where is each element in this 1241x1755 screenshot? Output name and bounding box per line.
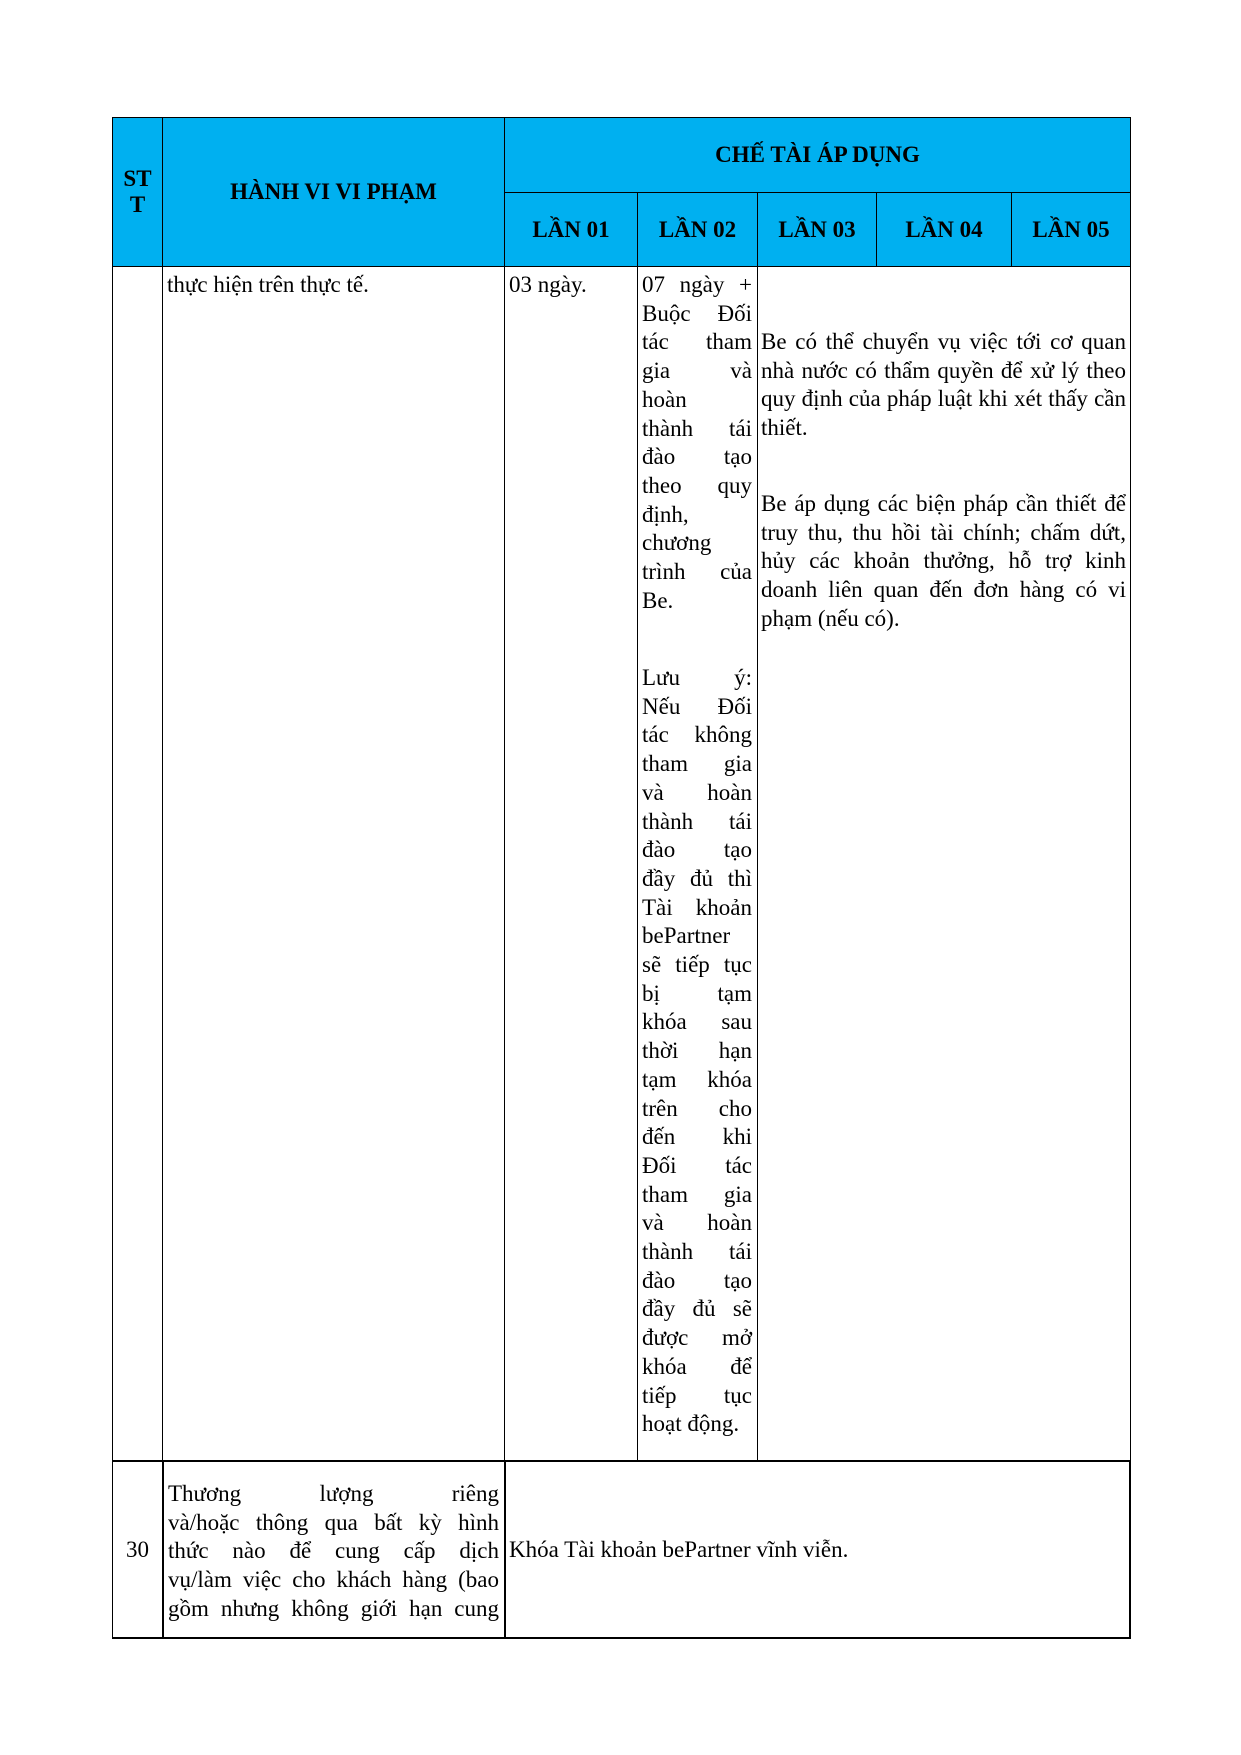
lan02-note-line: thành tái: [642, 808, 752, 834]
header-stt: ST T: [123, 166, 152, 217]
lan02-main-line: chương: [642, 530, 712, 556]
lan02-note-line: khóa sau: [642, 1009, 752, 1035]
lan02-main-line: tác tham: [642, 329, 752, 355]
header-lan02-cell: [638, 193, 757, 266]
row30-violation-line: Thương lượng riêng: [168, 1481, 499, 1506]
lan02-note-line: đầy đủ thì: [642, 865, 752, 891]
table-border-top: [112, 117, 1131, 118]
table-border-row30-inner-left: [162, 1460, 164, 1639]
lan02-note-line: trên cho: [642, 1095, 752, 1121]
table-border-left: [112, 117, 113, 1639]
lan02-note-line: tham gia: [642, 751, 752, 777]
lan02-note-line: đến khi: [642, 1124, 752, 1150]
lan02-note-line: hoạt động.: [642, 1411, 740, 1437]
header-lan01-cell: [505, 193, 637, 266]
lan02-main-line: thành tái: [642, 415, 752, 441]
row30-violation-text: [168, 1480, 499, 1624]
lan02-note-line: thành tái: [642, 1239, 752, 1265]
lan02-note-line: đầy đủ sẽ: [642, 1296, 752, 1322]
row30-stt: 30: [126, 1537, 149, 1562]
header-violation: HÀNH VI VI PHẠM: [230, 179, 437, 204]
table-border-row30-top: [112, 1460, 1131, 1462]
lan03-05-paragraph-2: Be áp dụng các biện pháp cần thiết để truy thu, thu hồi tài chính; chấm dứt, hủy các khoản thưởng, hỗ trợ kinh doanh liên quan đến đơn hàng có vi phạm (nếu có).: [761, 491, 1126, 631]
row30-violation-line: vụ/làm việc cho khách hàng (bao: [168, 1567, 499, 1593]
header-sanctions: CHẾ TÀI ÁP DỤNG: [715, 142, 920, 167]
lan02-main-line: gia và: [642, 358, 752, 384]
table-border-row30-inner-mid: [504, 1460, 506, 1639]
header-lan04-cell: [877, 193, 1011, 266]
table-border-bottom: [112, 1637, 1131, 1639]
table-border-right: [1130, 117, 1131, 1639]
lan02-note-line: sẽ tiếp tục: [642, 952, 752, 978]
lan02-main-line: Be.: [642, 587, 674, 613]
lan02-note-line: Lưu ý:: [642, 665, 752, 690]
row30-violation-line: và/hoặc thông qua bất kỳ hình: [168, 1509, 499, 1535]
header-lan04: LẦN 04: [905, 216, 983, 242]
table-border-lan04: [1011, 192, 1012, 267]
lan02-note-line: đào tạo: [642, 837, 752, 863]
row30-sanction: Khóa Tài khoản bePartner vĩnh viễn.: [509, 1537, 849, 1562]
lan02-main-line: đào tạo: [642, 444, 752, 470]
row30-violation-line: gồm nhưng không giới hạn cung: [168, 1595, 499, 1621]
header-lan05-cell: [1012, 193, 1130, 266]
header-lan03-cell: [758, 193, 876, 266]
lan01-text: 03 ngày.: [509, 272, 587, 297]
lan02-note-line: thời hạn: [642, 1038, 752, 1064]
lan03-05-paragraph-1: Be có thể chuyển vụ việc tới cơ quan nhà nước có thẩm quyền để xử lý theo quy định của pháp luật khi xét thấy cần thiết.: [761, 329, 1126, 441]
lan02-note-line: tham gia: [642, 1181, 752, 1207]
header-lan03: LẦN 03: [778, 216, 856, 242]
lan02-main-line: theo quy: [642, 472, 752, 498]
table-border-lan03: [876, 192, 877, 267]
header-lan02: LẦN 02: [658, 216, 737, 242]
violation-tail-text: thực hiện trên thực tế.: [167, 272, 369, 297]
lan02-note-line: và hoàn: [642, 779, 752, 805]
lan02-note-line: và hoàn: [642, 1210, 752, 1236]
row30-violation-line: thức nào để cung cấp dịch: [168, 1538, 499, 1564]
table-border-violation: [504, 117, 505, 1639]
lan02-note-line: Tài khoản: [642, 894, 752, 920]
lan02-note-line: đào tạo: [642, 1267, 752, 1293]
lan02-note-line: Nếu Đối: [642, 693, 752, 719]
lan02-text-note: [642, 664, 752, 1439]
table-border-header-split: [504, 192, 1131, 193]
table-border-lan02: [757, 192, 758, 1460]
header-lan05: LẦN 05: [1032, 216, 1110, 242]
table-border-stt: [162, 117, 163, 1639]
lan02-main-line: trình của: [642, 559, 752, 585]
lan02-note-line: tác không: [642, 722, 752, 748]
table-border-lan01: [637, 192, 638, 1460]
lan02-note-line: bePartner: [642, 923, 731, 949]
lan02-main-line: 07 ngày +: [642, 272, 752, 297]
lan02-note-line: tạm khóa: [642, 1066, 752, 1092]
lan02-main-line: hoàn: [642, 386, 687, 412]
lan02-main-line: định,: [642, 501, 689, 527]
lan02-note-line: tiếp tục: [642, 1382, 752, 1408]
header-sanctions-cell: [505, 118, 1130, 192]
lan02-note-line: được mở: [642, 1325, 752, 1351]
lan02-main-line: Buộc Đối: [642, 300, 752, 326]
header-violation-cell: [163, 118, 504, 266]
table-border-header-bottom: [112, 266, 1131, 267]
lan02-note-line: bị tạm: [642, 980, 752, 1006]
lan02-text-main: [642, 271, 752, 615]
lan02-note-line: khóa để: [642, 1353, 752, 1379]
header-stt-cell: [113, 118, 162, 266]
lan02-note-line: Đối tác: [642, 1152, 752, 1178]
table-border-row30-inner-right: [1129, 1460, 1131, 1639]
header-lan01: LẦN 01: [532, 216, 610, 242]
